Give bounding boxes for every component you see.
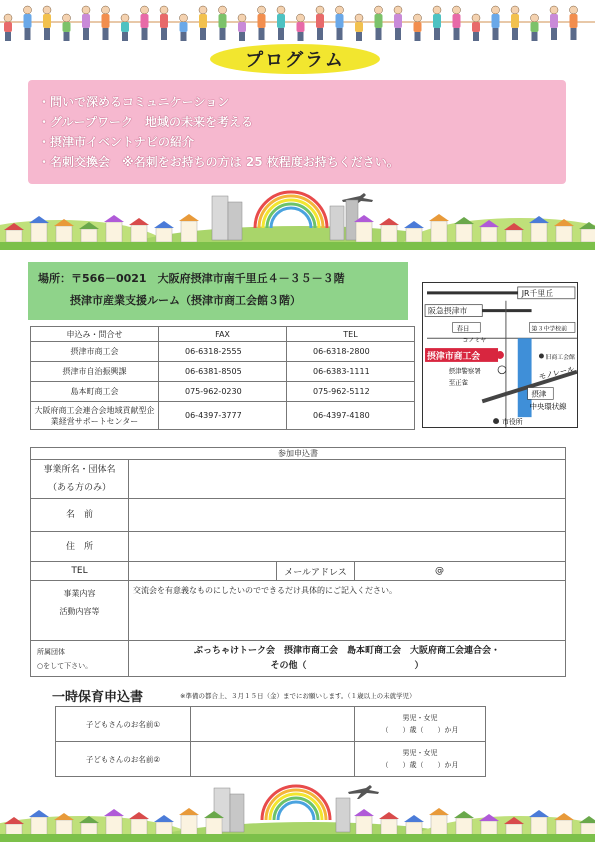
table-header-row xyxy=(31,327,415,342)
venue-room: 摂津市産業支援ルーム（摂津市商工会館３階） xyxy=(70,294,301,307)
org-name-label-line: 事業所名・団体名 xyxy=(43,465,116,475)
contact-fax: 06-6318-2555 xyxy=(159,342,287,362)
email-label: メールアドレス xyxy=(277,562,355,581)
childcare-table xyxy=(55,706,486,777)
town-illustration-bottom xyxy=(0,782,595,842)
contact-tel: 075-962-5112 xyxy=(287,382,415,402)
org-name-field[interactable] xyxy=(129,460,566,499)
childcare-title: 一時保育申込書 xyxy=(52,690,144,705)
child-age: （ ）歳（ ）か月 xyxy=(381,761,459,769)
org-name-label-note: （ある方のみ） xyxy=(47,483,111,493)
business-label-line: 事業内容 xyxy=(63,589,96,598)
business-hint: 交流会を有意義なものにしたいのでできるだけ具体的にご記入ください。 xyxy=(133,586,397,595)
child-gender: 男児・女児 xyxy=(402,749,438,757)
table-row xyxy=(31,402,415,430)
name-field[interactable] xyxy=(129,499,566,532)
contact-fax: 06-6381-8505 xyxy=(159,362,287,382)
org-name-label xyxy=(31,460,129,499)
program-title: プログラム xyxy=(210,44,380,74)
contact-table xyxy=(30,326,415,430)
program-item: ・問いで深めるコミュニケーション xyxy=(38,95,230,109)
map-police-label: 摂津警察署 xyxy=(448,366,481,375)
child-name-label: 子どもさんのお名前② xyxy=(56,742,191,777)
map-monorail-label: モノレール xyxy=(537,364,576,382)
table-row xyxy=(56,742,486,777)
contact-tel: 06-6383-1111 xyxy=(287,362,415,382)
map-city-hall-label: 市役所 xyxy=(501,418,523,427)
contact-org: 摂津市自治振興課 xyxy=(31,362,159,382)
map-konomiya-label: コノミヤ xyxy=(462,338,487,345)
column-header: TEL xyxy=(287,327,415,342)
town-illustration-top xyxy=(0,188,595,250)
business-field[interactable] xyxy=(129,581,566,641)
venue-box xyxy=(28,262,408,320)
child-info-field[interactable] xyxy=(355,742,486,777)
column-header: 申込み・問合せ xyxy=(31,327,159,342)
business-label xyxy=(31,581,129,641)
group-label-line: 所属団体 xyxy=(37,647,65,656)
table-row xyxy=(31,382,415,402)
contact-org: 島本町商工会 xyxy=(31,382,159,402)
child-name-label: 子どもさんのお名前① xyxy=(56,707,191,742)
email-field[interactable] xyxy=(355,562,566,581)
group-label-note: ○をして下さい。 xyxy=(37,661,93,670)
people-banner-illustration xyxy=(0,0,595,48)
child-info-field[interactable] xyxy=(355,707,486,742)
column-header: FAX xyxy=(159,327,287,342)
access-map xyxy=(422,282,578,428)
program-item: ・摂津市イベントナビの紹介 xyxy=(38,135,195,149)
name-label: 名 前 xyxy=(31,499,129,532)
business-label-line: 活動内容等 xyxy=(59,607,100,616)
map-school-label: 第３中学校前 xyxy=(531,326,568,333)
map-hankyu-label: 阪急摂津市 xyxy=(428,306,468,316)
map-setsu-label: 摂津 xyxy=(531,389,547,399)
program-item: ・グループワーク 地域の未来を考える xyxy=(38,115,254,129)
group-options-other: その他（ ） xyxy=(270,660,424,671)
application-form xyxy=(30,447,566,677)
group-options[interactable] xyxy=(129,641,566,677)
map-chamber-label: 摂津市商工会 xyxy=(427,351,481,362)
contact-fax: 075-962-0230 xyxy=(159,382,287,402)
map-jr-label: JR千里丘 xyxy=(521,288,554,298)
address-field[interactable] xyxy=(129,532,566,562)
group-options-line: ぶっちゃけトーク会 摂津市商工会 島本町商工会 大阪府商工会連合会・ xyxy=(193,645,500,656)
application-form-title: 参加申込書 xyxy=(31,448,566,460)
table-row xyxy=(56,707,486,742)
table-row xyxy=(31,342,415,362)
tel-field[interactable] xyxy=(129,562,277,581)
contact-org: 大阪府商工会連合会地域貢献型企業経営サポートセンター xyxy=(31,402,159,430)
child-name-field[interactable] xyxy=(191,742,355,777)
child-name-field[interactable] xyxy=(191,707,355,742)
program-box xyxy=(28,80,566,184)
child-age: （ ）歳（ ）か月 xyxy=(381,726,459,734)
table-row xyxy=(31,362,415,382)
program-item: ・名刺交換会 ※名刺をお持ちの方は 25 枚程度お持ちください。 xyxy=(38,155,399,169)
map-chuo-line-label: 中央環状線 xyxy=(529,402,567,412)
at-sign: @ xyxy=(435,566,444,576)
group-label xyxy=(31,641,129,677)
contact-tel: 06-4397-4180 xyxy=(287,402,415,430)
map-old-chamber-label: 旧商工会館 xyxy=(545,354,575,361)
contact-fax: 06-4397-3777 xyxy=(159,402,287,430)
contact-org: 摂津市商工会 xyxy=(31,342,159,362)
map-shiseidou-label: 至正雀 xyxy=(448,378,468,387)
address-label: 住 所 xyxy=(31,532,129,562)
venue-address: 場所：〒566－0021 大阪府摂津市南千里丘４－３５－３階 xyxy=(38,272,345,285)
tel-label: TEL xyxy=(31,562,129,581)
child-gender: 男児・女児 xyxy=(402,714,438,722)
contact-tel: 06-6318-2800 xyxy=(287,342,415,362)
map-kasuga-label: 春日 xyxy=(456,324,470,333)
childcare-note: ※準備の都合上、３月１５日（金）までにお願いします。（１歳以上の未就学児） xyxy=(180,692,416,700)
